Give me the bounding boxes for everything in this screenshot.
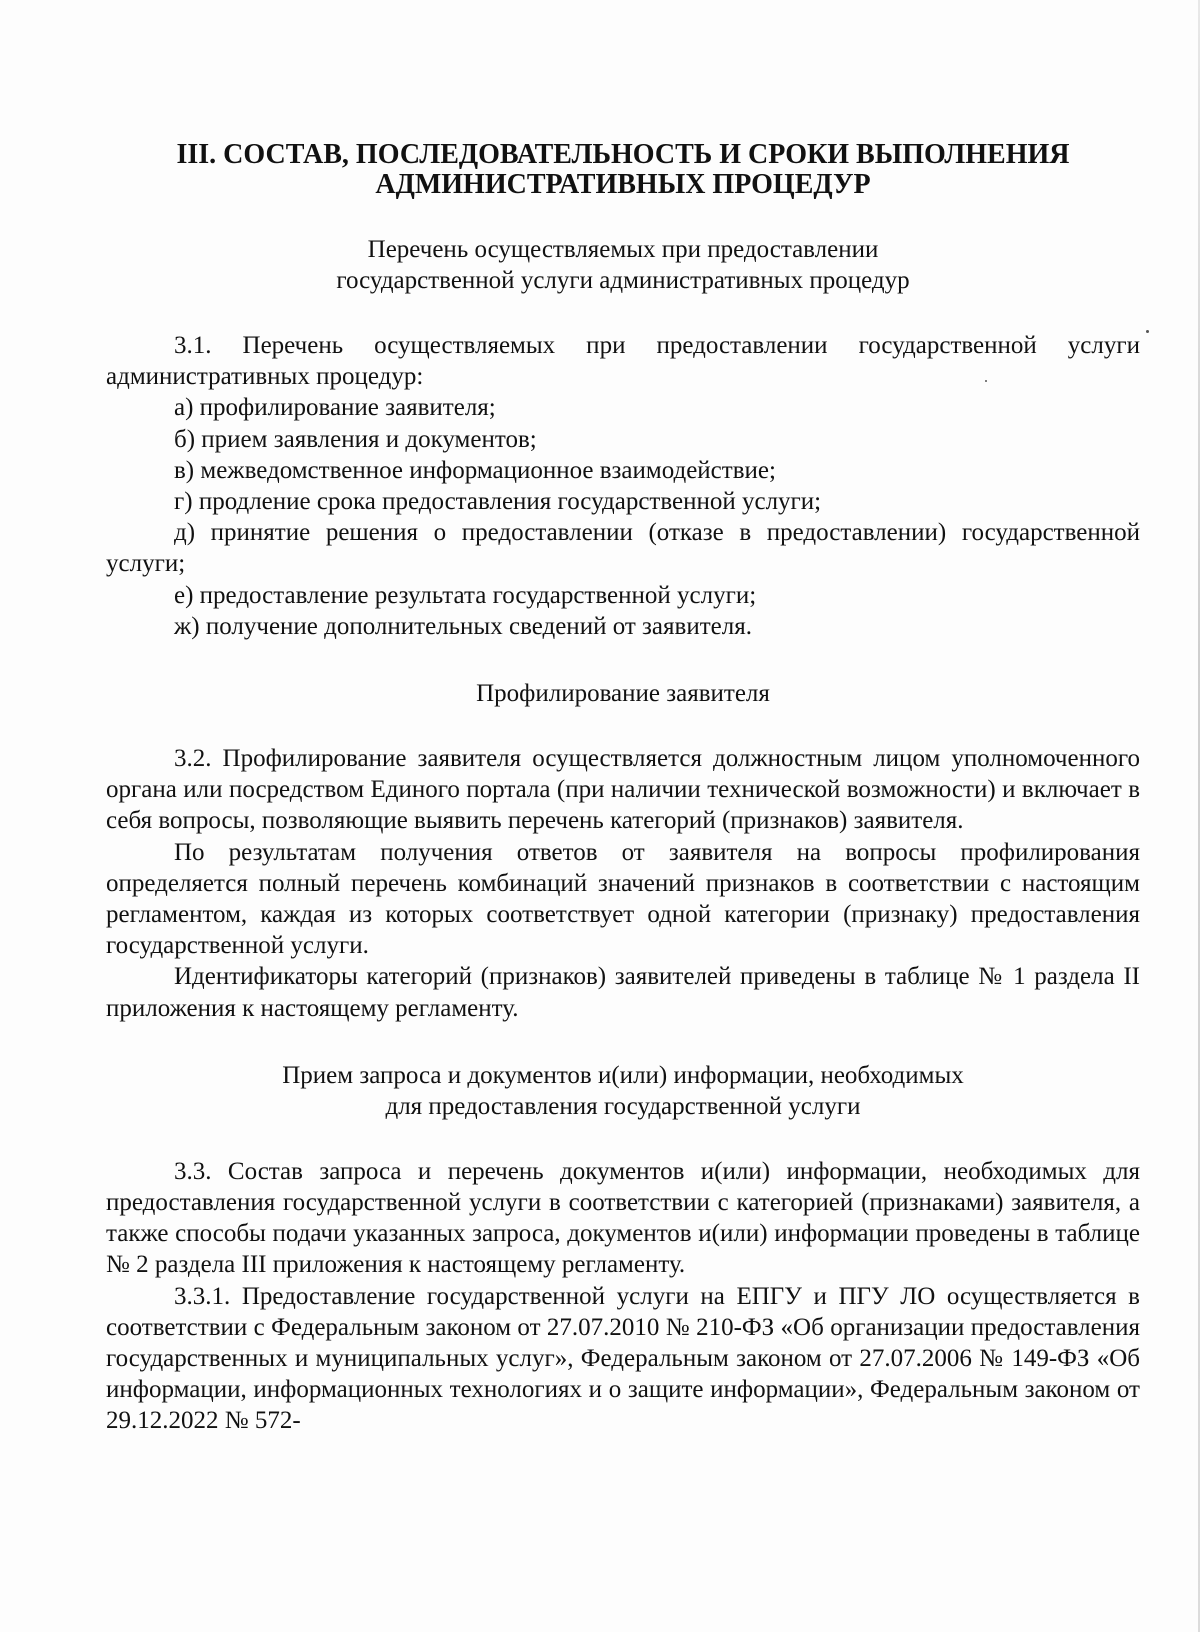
section-title (106, 140, 1140, 200)
procedure-item: а) профилирование заявителя; (174, 394, 496, 422)
spacer (106, 296, 1140, 330)
section-title-line2: АДМИНИСТРАТИВНЫХ ПРОЦЕДУР (375, 169, 871, 200)
reception-paragraph: 3.3.1. Предоставление государственной услуги на ЕПГУ и ПГУ ЛО осуществляется в соответствии с Федеральным законом от 27.07.2010 № 210-ФЗ «Об организации предоставления государственных и муниципальных услуг», Федеральным законом от 27.07.2006 № 149-ФЗ «Об информации, информационных технологиях и о защите информации», Федеральным законом от 29.12.2022 № 572- (106, 1282, 1140, 1435)
procedure-item: г) продление срока предоставления государственной услуги; (174, 488, 822, 516)
reception-heading (106, 1060, 1140, 1122)
section-title-line1: III. СОСТАВ, ПОСЛЕДОВАТЕЛЬНОСТЬ И СРОКИ ВЫПОЛНЕНИЯ (176, 139, 1070, 170)
profiling-paragraph: По результатам получения ответов от заявителя на вопросы профилирования определяется полный перечень комбинаций значений признаков в соответствии с настоящим регламентом, каждая из которых соответствует одной категории (признаку) предоставления государственной услуги. (106, 838, 1140, 960)
procedure-item: е) предоставление результата государственной услуги; (174, 581, 757, 609)
procedure-item: д) принятие решения о предоставлении (отказе в предоставлении) государственной услуги; (106, 519, 1140, 578)
spacer (106, 1024, 1140, 1060)
procedures-heading (106, 234, 1140, 296)
procedures-intro: 3.1. Перечень осуществляемых при предоставлении государственной услуги административных процедур: (106, 332, 1140, 391)
procedure-item: б) прием заявления и документов; (174, 425, 537, 453)
reception-heading-line1: Прием запроса и документов и(или) информации, необходимых (282, 1061, 964, 1089)
spacer (106, 1122, 1140, 1156)
procedure-item: ж) получение дополнительных сведений от заявителя. (174, 612, 752, 640)
procedures-heading-line1: Перечень осуществляемых при предоставлении (367, 236, 879, 263)
spacer (106, 709, 1140, 743)
procedures-heading-line2: государственной услуги административных процедур (336, 267, 910, 294)
reception-paragraph: 3.3. Состав запроса и перечень документов и(или) информации, необходимых для предоставления государственной услуги в соответствии с категорией (признаками) заявителя, а также способы подачи указанных запроса, документов и(или) информации проведены в таблице № 2 раздела III приложения к настоящему регламенту. (106, 1157, 1140, 1279)
reception-heading-line2: для предоставления государственной услуги (385, 1092, 861, 1120)
document-content (106, 140, 1140, 1437)
spacer (106, 200, 1140, 234)
scan-speck (1146, 330, 1149, 333)
profiling-paragraph: 3.2. Профилирование заявителя осуществляется должностным лицом уполномоченного органа или посредством Единого портала (при наличии технической возможности) и включает в себя вопросы, позволяющие выявить перечень категорий (признаков) заявителя. (106, 745, 1140, 835)
spacer (106, 642, 1140, 678)
profiling-paragraph: Идентификаторы категорий (признаков) заявителей приведены в таблице № 1 раздела II приложения к настоящему регламенту. (106, 963, 1140, 1022)
procedure-item: в) межведомственное информационное взаимодействие; (174, 456, 776, 484)
profiling-heading: Профилирование заявителя (476, 680, 770, 708)
